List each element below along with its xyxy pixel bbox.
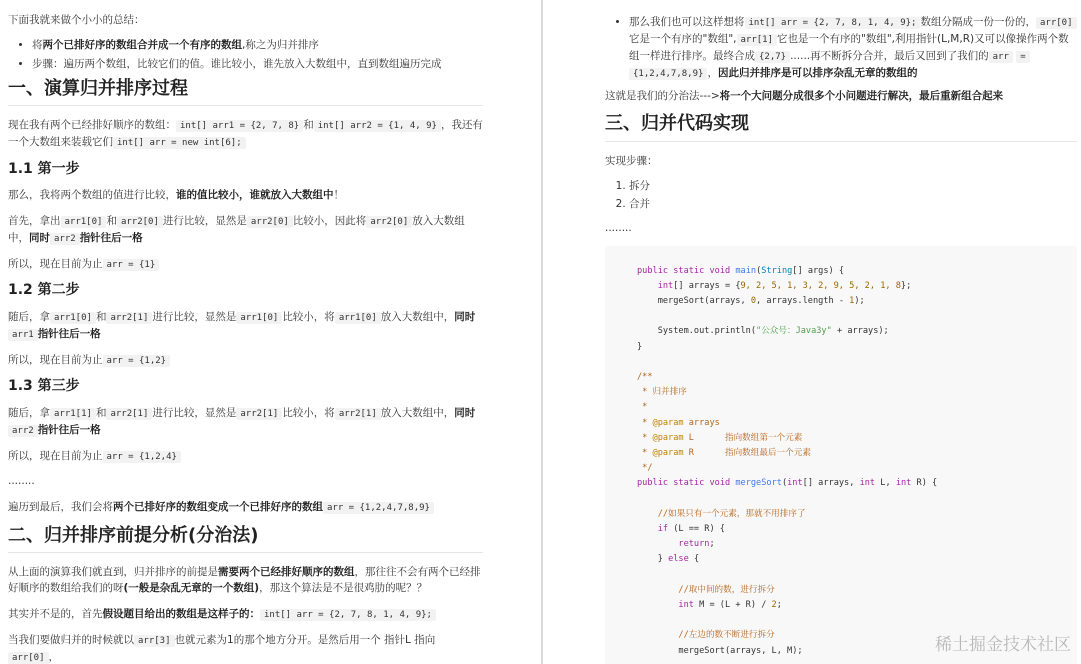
steps-label: 实现步骤： xyxy=(605,154,658,167)
subheading-step-1: 1.1 第一步 xyxy=(8,161,80,178)
steps-list xyxy=(605,178,1077,213)
paragraph: 遍历到最后，我们会将两个已排好序的数组变成一个已排好序的数组 arr = {1,2,4,7,8,9} xyxy=(8,499,483,516)
section-heading-1: 一、演算归并排序过程 xyxy=(8,78,483,107)
paragraph: 现在我有两个已经排好顺序的数组： int[] arr1 = {2, 7, 8} 和 int[] arr2 = {1, 4, 9} ，我还有一个大数组来装载它们 int[] arr = new int[6]; xyxy=(8,119,483,149)
paragraph: 其实并不是的，首先假设题目给出的数组是这样子的： int[] arr = {2, 7, 8, 1, 4, 9}; xyxy=(8,606,483,623)
paragraph: 当我们要做归并的时候就以 arr[3] 也就元素为1的那个地方分开。是然后用一个 指针L 指向arr[0] ， xyxy=(8,633,436,663)
ellipsis: ........ xyxy=(8,475,35,488)
list-item: • 将两个已排好序的数组合并成一个有序的数组,称之为归并排序 xyxy=(32,37,483,53)
paragraph: 所以，现在目前为止 arr = {1} xyxy=(8,256,483,273)
summary-list xyxy=(8,37,483,72)
paragraph: 所以，现在目前为止 arr = {1,2,4} xyxy=(8,448,483,465)
code-block: public static void main(String[] args) { int[] arrays = {9, 2, 5, 1, 3, 2, 9, 5, 2, 1, 8}; mergeSort(arrays, 0, arrays.length - 1); System.out.println("公众号：Java3y" + arrays); } /** * 归并排序 * * @param arrays * @param L 指向数组第一个元素 * @param R 指向数组最后一个元素 */ public static void mergeSort(int[] arrays, int L, int R) { //如果只有一个元素，那就不用排序了 if (L == R) { return; } else { //取中间的数，进行拆分 int M = (L + R) / 2; //左边的数不断进行拆分 mergeSort(arrays, L, M); xyxy=(605,246,1077,664)
paragraph: 随后，拿 arr1[0] 和 arr2[1] 进行比较，显然是 arr1[0] 比较小，将 arr1[0] 放入大数组中，同时arr1 指针往后一格 xyxy=(8,310,476,340)
subheading-step-3: 1.3 第三步 xyxy=(8,378,80,395)
watermark: 稀土掘金技术社区 xyxy=(935,634,1071,655)
ellipsis: ........ xyxy=(605,222,632,235)
paragraph: 首先，拿出 arr1[0] 和 arr2[0] 进行比较，显然是 arr2[0] 比较小，因此将 arr2[0] 放入大数组中，同时 arr2 指针往后一格 xyxy=(8,214,465,244)
list-item: • 步骤：遍历两个数组，比较它们的值。谁比较小，谁先放入大数组中，直到数组遍历完成 xyxy=(32,56,483,72)
paragraph: 所以，现在目前为止 arr = {1,2} xyxy=(8,352,483,369)
section-heading-3: 三、归并代码实现 xyxy=(605,113,1077,142)
summary-intro: 下面我就来做个小小的总结： xyxy=(8,14,145,26)
list-item: 1. 拆分 xyxy=(629,178,1077,194)
subheading-step-2: 1.2 第二步 xyxy=(8,282,80,299)
analysis-list xyxy=(605,14,1077,82)
paragraph: 那么，我将两个数组的值进行比较，谁的值比较小，谁就放入大数组中！ xyxy=(8,189,344,202)
paragraph: 随后，拿 arr1[1] 和 arr2[1] 进行比较，显然是 arr2[1] 比较小，将 arr2[1] 放入大数组中，同时arr2 指针往后一格 xyxy=(8,406,476,436)
right-column xyxy=(543,0,1081,664)
paragraph: 从上面的演算我们就直到，归并排序的前提是需要两个已经排好顺序的数组，那往往不会有两个已经排好顺序的数组给我们的呀(一般是杂乱无章的一个数组)，那这个算法是不是很鸡肋的呢？？ xyxy=(8,566,481,595)
section-heading-2: 二、归并排序前提分析(分治法) xyxy=(8,525,483,554)
list-item: • 那么我们也可以这样想将 int[] arr = {2, 7, 8, 1, 4, 9}; 数组分隔成一份一份的， arr[0]它是一个有序的"数组", arr[1] 它也是一个有序的"数组",利用指针(L,M,R)又可以像操作两个数组一样进行排序。最终合成 {2,7} ......再不断拆分合并，最后又回到了我们的 arr = {1,2,4,7,8,9} ，因此归并排序是可以排序杂乱无章的数组的 xyxy=(629,14,1077,82)
paragraph: 这就是我们的分治法--->将一个大问题分成很多个小问题进行解决，最后重新组合起来 xyxy=(605,89,1004,102)
list-item: 2. 合并 xyxy=(629,196,1077,212)
